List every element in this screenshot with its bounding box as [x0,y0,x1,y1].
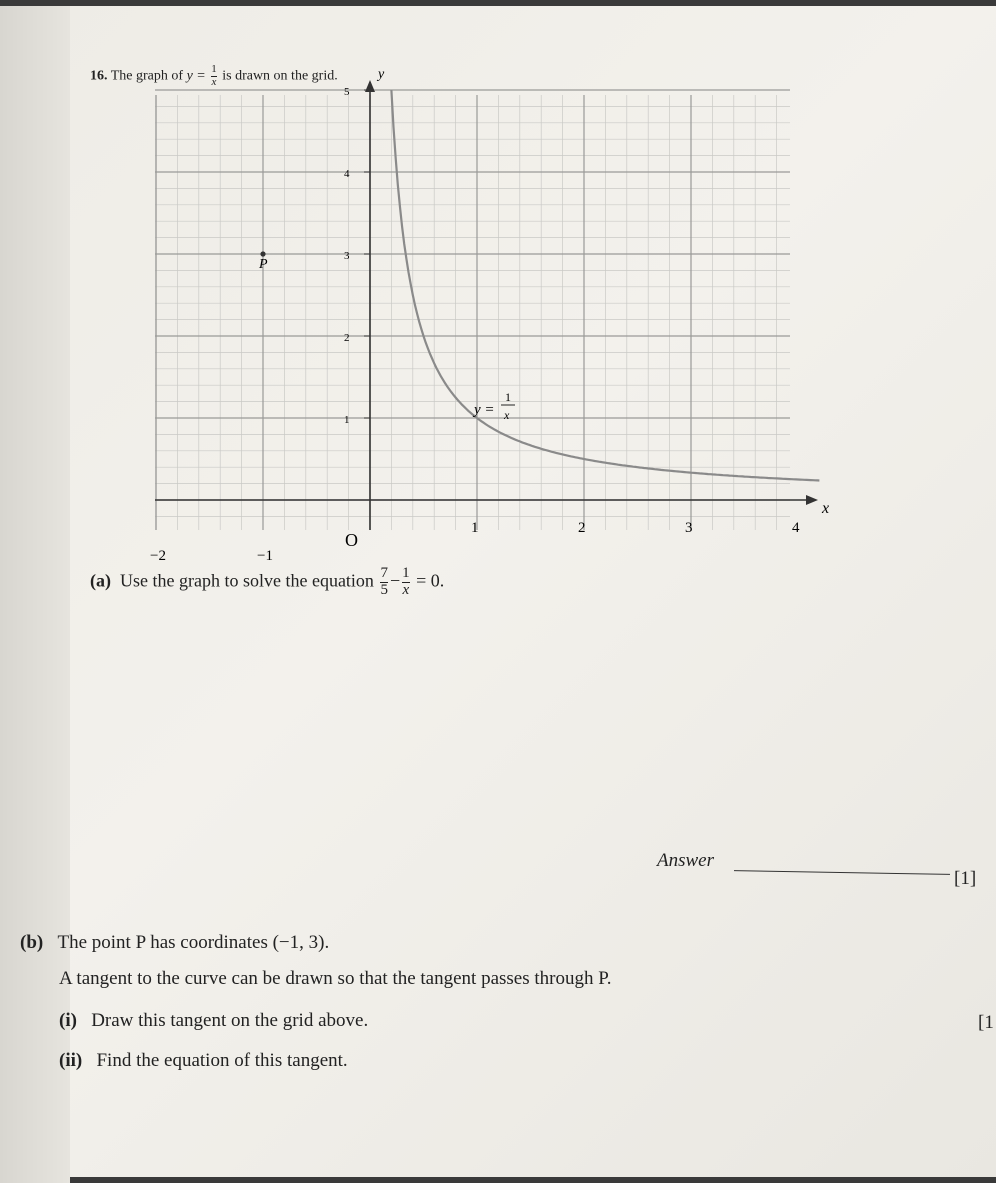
frac1-den: 5 [380,581,388,598]
intro-y: y = [186,68,206,84]
part-b-ii-label: (ii) [59,1050,83,1071]
curve-label [472,390,515,422]
axes [155,80,818,530]
x-tick-label: −2 [150,548,166,564]
fraction-7-5 [380,566,388,599]
tick-labels [150,86,800,564]
intro-frac-den: x [211,75,217,88]
x-axis-label: x [822,500,830,517]
equals-zero: = 0. [416,570,445,591]
minus-sign: − [389,570,401,591]
y-tick-label: 2 [344,332,350,344]
part-b-i [59,1010,368,1032]
part-a-text: Use the graph to solve the equation [120,570,374,591]
point-p-marker [260,251,265,256]
point-p-label: P [259,257,268,272]
curve-label-y: y = [474,402,495,418]
frac1-num: 7 [380,565,388,581]
intro-frac-num: 1 [211,63,217,75]
fraction-1-x [402,566,410,599]
x-tick-label: 1 [471,520,479,536]
part-b-i-label: (i) [59,1010,77,1031]
part-b-ii [59,1050,348,1072]
y-tick-label: 4 [344,168,350,180]
part-a [90,566,444,599]
y-axis-label: y [378,67,385,82]
y-tick-label: 3 [344,250,350,262]
question-number: 16. [90,68,108,84]
x-axis-arrow [806,495,818,505]
curve-label-den: x [504,408,510,422]
part-b-line1 [20,932,329,954]
intro-prefix: The graph of [110,68,184,84]
fine-grid [155,95,790,530]
part-b-ii-text: Find the equation of this tangent. [96,1050,348,1071]
x-tick-label: 4 [792,520,800,536]
part-b-text1: The point P has coordinates (−1, 3). [57,932,330,953]
part-b-line2: A tangent to the curve can be drawn so that the tangent passes through P. [59,968,612,989]
x-tick-label: −1 [257,548,273,564]
y-tick-label: 5 [344,86,350,98]
frac2-num: 1 [402,565,410,581]
x-tick-label: 3 [685,520,693,536]
part-a-label: (a) [90,570,111,591]
part-b-i-text: Draw this tangent on the grid above. [91,1010,369,1031]
answer-label: Answer [657,850,714,871]
curve-label-num: 1 [505,390,511,404]
frac2-den: x [402,581,410,598]
x-tick-label: 2 [578,520,586,536]
part-b-label: (b) [20,932,44,953]
y-tick-label: 1 [344,414,350,426]
intro-suffix: is drawn on the grid. [222,68,338,84]
major-grid [155,90,790,530]
part-b-i-marks: [1 [978,1012,994,1033]
origin-label: O [345,530,358,550]
part-a-marks: [1] [954,868,977,889]
